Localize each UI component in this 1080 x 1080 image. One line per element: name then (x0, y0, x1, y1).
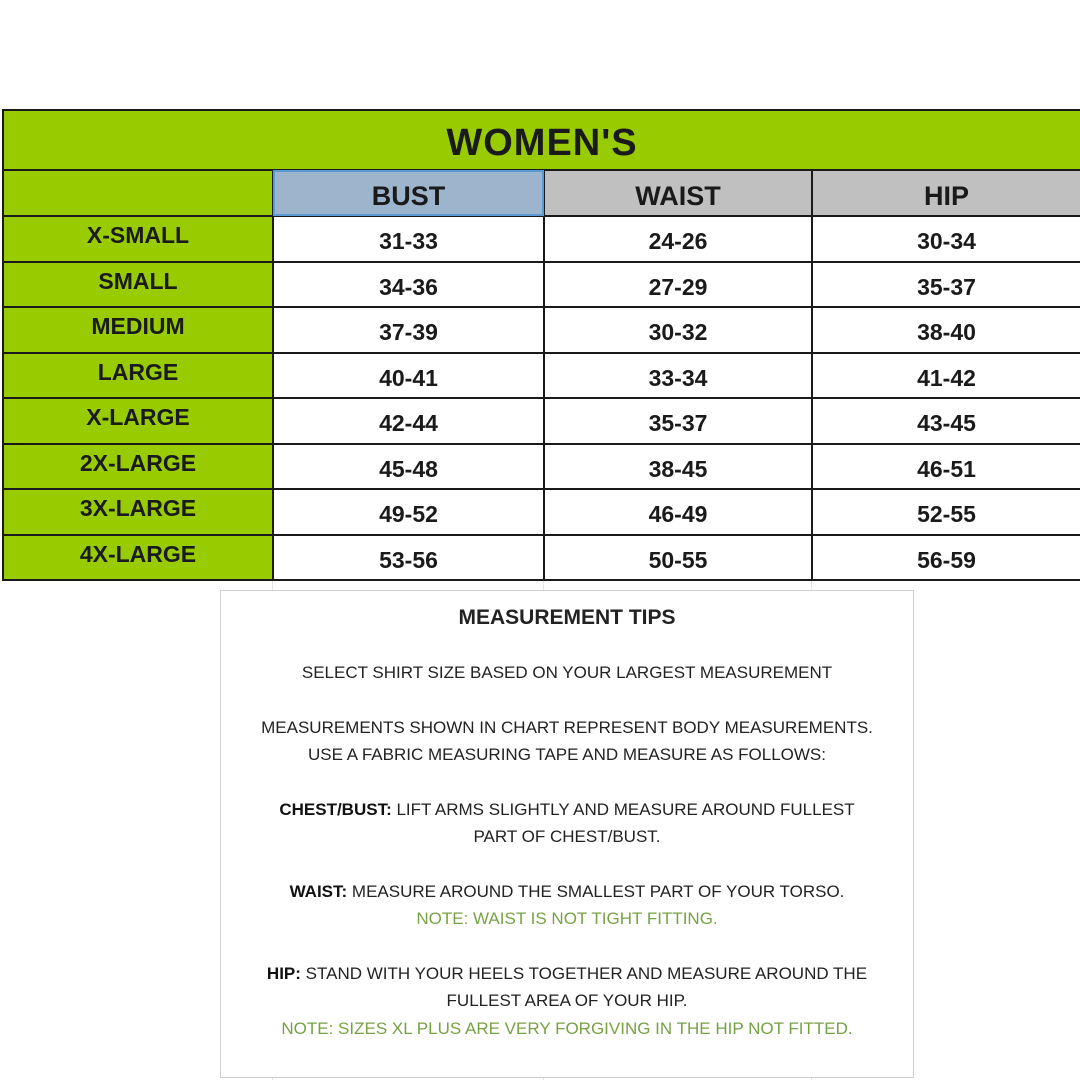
size-label: X-SMALL (3, 216, 273, 262)
waist-value: 46-49 (544, 489, 812, 535)
waist-value: 33-34 (544, 353, 812, 399)
hip-value: 30-34 (812, 216, 1080, 262)
tips-title: MEASUREMENT TIPS (458, 606, 676, 629)
waist-value: 35-37 (544, 398, 812, 444)
bust-value: 31-33 (273, 216, 544, 262)
hip-value: 52-55 (812, 489, 1080, 535)
tip-hip (221, 960, 913, 1043)
header-waist: WAIST (544, 170, 812, 216)
tip-measurements-line2: USE A FABRIC MEASURING TAPE AND MEASURE AS FOLLOWS: (307, 745, 826, 764)
table-row (3, 398, 1080, 444)
hip-value: 56-59 (812, 535, 1080, 581)
hip-value: 38-40 (812, 307, 1080, 353)
table-row (3, 535, 1080, 581)
measurement-tips-box (220, 590, 914, 1078)
bust-value: 49-52 (273, 489, 544, 535)
bust-value: 42-44 (273, 398, 544, 444)
bust-value: 37-39 (273, 307, 544, 353)
size-label: LARGE (3, 353, 273, 399)
tip-chest-text: LIFT ARMS SLIGHTLY AND MEASURE AROUND FULLEST (391, 799, 855, 819)
tip-hip-text-2: FULLEST AREA OF YOUR HIP. (446, 991, 688, 1010)
hip-value: 46-51 (812, 444, 1080, 490)
table-row (3, 353, 1080, 399)
tip-chest-text-2: PART OF CHEST/BUST. (473, 827, 661, 846)
tip-hip-label: HIP: (266, 963, 301, 983)
header-blank-cell (3, 170, 273, 216)
table-row (3, 489, 1080, 535)
tip-chest-label: CHEST/BUST: (279, 799, 392, 819)
bust-value: 34-36 (273, 262, 544, 308)
tip-measurements (221, 714, 913, 769)
header-bust[interactable]: BUST (273, 170, 544, 216)
hip-value: 43-45 (812, 398, 1080, 444)
tip-waist-label: WAIST: (289, 881, 348, 901)
hip-value: 35-37 (812, 262, 1080, 308)
size-label: 3X-LARGE (3, 489, 273, 535)
size-label: X-LARGE (3, 398, 273, 444)
waist-value: 38-45 (544, 444, 812, 490)
table-row (3, 262, 1080, 308)
size-label: MEDIUM (3, 307, 273, 353)
size-chart-table (2, 109, 1080, 581)
waist-value: 30-32 (544, 307, 812, 353)
bust-value: 53-56 (273, 535, 544, 581)
header-row (3, 170, 1080, 216)
hip-value: 41-42 (812, 353, 1080, 399)
header-hip: HIP (812, 170, 1080, 216)
waist-value: 24-26 (544, 216, 812, 262)
size-label: 4X-LARGE (3, 535, 273, 581)
tip-waist (221, 878, 913, 933)
size-label: SMALL (3, 262, 273, 308)
tip-chest (221, 796, 913, 851)
tip-hip-text: STAND WITH YOUR HEELS TOGETHER AND MEASURE AROUND THE (300, 963, 868, 983)
table-row (3, 307, 1080, 353)
tip-hip-note: NOTE: SIZES XL PLUS ARE VERY FORGIVING IN THE HIP NOT FITTED. (281, 1018, 853, 1038)
table-row (3, 216, 1080, 262)
chart-title: WOMEN'S (3, 110, 1080, 170)
waist-value: 50-55 (544, 535, 812, 581)
table-row (3, 444, 1080, 490)
tip-select-size: SELECT SHIRT SIZE BASED ON YOUR LARGEST MEASUREMENT (301, 663, 833, 682)
tip-measurements-line1: MEASUREMENTS SHOWN IN CHART REPRESENT BODY MEASUREMENTS. (261, 717, 873, 737)
bust-value: 45-48 (273, 444, 544, 490)
size-label: 2X-LARGE (3, 444, 273, 490)
tip-waist-text: MEASURE AROUND THE SMALLEST PART OF YOUR TORSO. (347, 881, 845, 901)
tip-waist-note: NOTE: WAIST IS NOT TIGHT FITTING. (416, 909, 718, 928)
waist-value: 27-29 (544, 262, 812, 308)
bust-value: 40-41 (273, 353, 544, 399)
